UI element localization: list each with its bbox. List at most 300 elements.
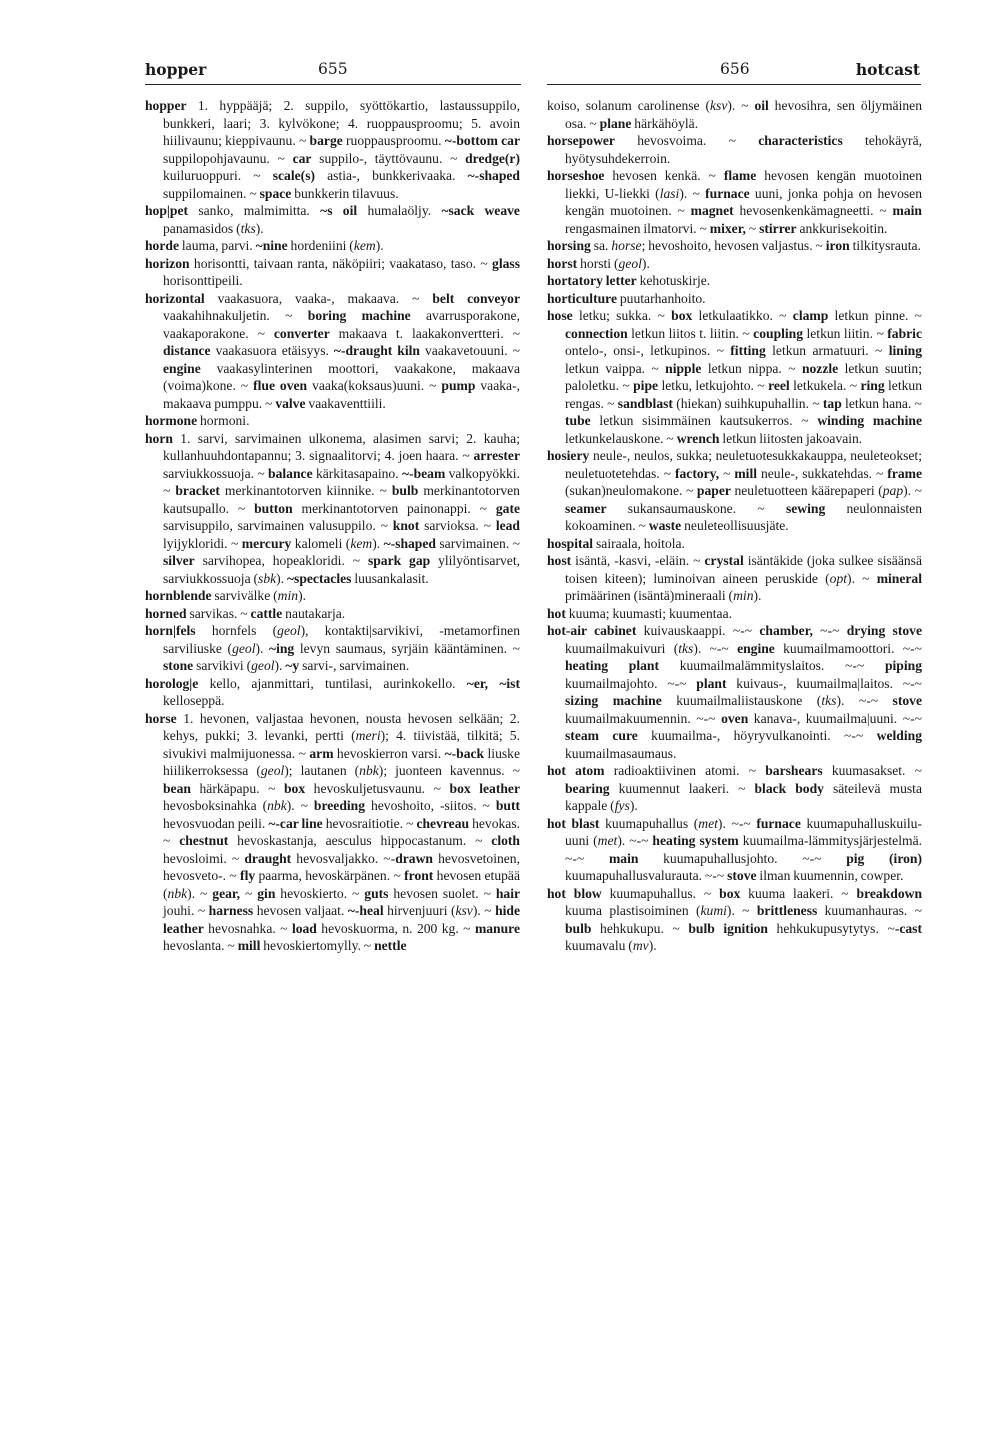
definition-text: ). ~ bbox=[286, 798, 314, 813]
definition-text: bunkkerin tilavuus. bbox=[291, 185, 399, 201]
headword-term: hot blow bbox=[547, 885, 602, 901]
headword-term: main bbox=[892, 203, 922, 218]
dictionary-entry bbox=[145, 430, 520, 588]
headword-term: cattle bbox=[250, 605, 283, 621]
headword-term: breeding bbox=[313, 798, 366, 813]
definition-text: letkun hana. ~ bbox=[841, 395, 922, 411]
field-abbreviation: min bbox=[733, 588, 754, 603]
definition-text: vaaka(koksaus)uuni. ~ bbox=[307, 378, 442, 393]
definition-text: kuumailmalämmityslaitos. ~-~ bbox=[658, 658, 885, 673]
definition-text: panamasidos ( bbox=[163, 220, 241, 236]
headword-term: fly bbox=[240, 868, 256, 883]
definition-text: kuumapuhallus ( bbox=[599, 815, 699, 831]
headword-term: arrester bbox=[473, 448, 520, 463]
dictionary-entry bbox=[547, 447, 922, 535]
dictionary-entry bbox=[547, 552, 922, 605]
definition-text: 1. hyppääjä; 2. suppilo, syöttökartio, lastaussuppilo, bunkkeri, laari; 3. kylvökone; 4. ruoppausproomu; 5. avoin hiilivaunu; kieppivaunu. ~ bbox=[163, 98, 520, 148]
definition-text: härkäpapu. ~ bbox=[190, 780, 284, 796]
headword-term: mill bbox=[237, 938, 261, 953]
field-abbreviation: nbk bbox=[359, 763, 379, 778]
headword-term: plane bbox=[599, 115, 632, 131]
headword-term: box bbox=[719, 885, 741, 901]
definition-text: kuumapuhallusjohto. ~-~ bbox=[638, 850, 847, 866]
field-abbreviation: min bbox=[277, 588, 299, 603]
definition-text: horsti ( bbox=[577, 255, 619, 271]
definition-text: horisonttipeili. bbox=[163, 273, 243, 288]
definition-text: lyijykloridi. ~ bbox=[163, 535, 242, 551]
headword-term: guts bbox=[364, 885, 389, 901]
definition-text: isäntäkide (joka sulkee sisäänsä toisen kiteen); luminoivan aineen peruskide ( bbox=[565, 553, 922, 586]
definition-text: hevosen etupää ( bbox=[163, 868, 520, 901]
headword-term: wrench bbox=[676, 430, 720, 446]
headword-term: hot atom bbox=[547, 763, 605, 778]
definition-text: sarvikivi ( bbox=[193, 658, 252, 673]
definition-text: ). bbox=[274, 658, 286, 673]
field-abbreviation: nbk bbox=[267, 798, 287, 813]
definition-text: kuumanhauras. ~ bbox=[817, 903, 922, 918]
definition-text: sarvioksa. ~ bbox=[419, 518, 496, 533]
definition-text: ). ~ bbox=[679, 185, 706, 201]
definition-text: isäntä, -kasvi, -eläin. ~ bbox=[571, 553, 705, 568]
headword-term: ~-shaped bbox=[467, 168, 520, 183]
definition-text: neuleteollisuusjäte. bbox=[681, 518, 789, 533]
headword-term: pump bbox=[441, 378, 476, 393]
definition-text: ~ bbox=[719, 465, 735, 481]
definition-text: ). bbox=[276, 570, 287, 586]
headword-term: stone bbox=[163, 658, 194, 673]
definition-text: letku; sukka. ~ bbox=[572, 308, 672, 323]
headword-term: lining bbox=[888, 343, 922, 358]
definition-text: ). bbox=[641, 255, 650, 271]
definition-text: tehokäyrä, hyötysuhdekerroin. bbox=[565, 133, 923, 166]
header-right-word: hotcast bbox=[855, 60, 920, 79]
field-abbreviation: tks bbox=[240, 220, 256, 236]
definition-text: horisontti, taivaan ranta, näköpiiri; vaakataso, taso. ~ bbox=[189, 255, 493, 271]
definition-text: ). bbox=[255, 220, 264, 236]
definition-text: lauma, parvi. bbox=[178, 238, 256, 253]
headword-term: furnace bbox=[756, 815, 801, 831]
definition-text: hevoskuorma, n. 200 kg. ~ bbox=[316, 920, 475, 936]
headword-term: ~-shaped bbox=[383, 535, 436, 551]
definition-text: ~ bbox=[240, 885, 258, 901]
headword-term: horn|fels bbox=[145, 623, 196, 638]
definition-text: neule-, sukkatehdas. ~ bbox=[757, 465, 888, 481]
field-abbreviation: geol bbox=[277, 623, 301, 638]
headword-term: host bbox=[547, 553, 572, 568]
definition-text: neulonnaisten kokoaminen. ~ bbox=[565, 500, 922, 533]
definition-text: vaaka-, makaava pumppu. ~ bbox=[163, 378, 520, 411]
definition-text: letkun suutin; paloletku. ~ bbox=[565, 360, 922, 393]
definition-text: sanko, malmimitta. bbox=[188, 203, 321, 218]
header-left-word: hopper bbox=[145, 60, 207, 79]
definition-text: (hiekan) suihkupuhallin. ~ bbox=[672, 395, 823, 411]
headword-term: engine bbox=[163, 360, 201, 376]
headword-term: oven bbox=[721, 710, 749, 726]
headword-term: gin bbox=[257, 885, 276, 901]
headword-term: hospital bbox=[547, 535, 594, 551]
headword-term: spark gap bbox=[367, 553, 431, 568]
dictionary-entry bbox=[547, 622, 922, 762]
definition-text: tilkitysrauta. bbox=[849, 238, 921, 253]
headword-term: converter bbox=[273, 325, 330, 341]
field-abbreviation: geol bbox=[232, 640, 256, 656]
definition-text: hevoslanta. ~ bbox=[163, 938, 238, 953]
definition-text: valkopyökki. ~ bbox=[163, 465, 520, 498]
definition-text: luusankalasit. bbox=[351, 570, 429, 586]
definition-text: sarvimainen. ~ bbox=[435, 535, 521, 551]
field-abbreviation: geol bbox=[260, 763, 285, 778]
definition-text: letkunkelauskone. ~ bbox=[565, 430, 677, 446]
definition-text: hevosen valjaat. bbox=[253, 903, 348, 918]
header-right-page-number: 656 bbox=[720, 60, 750, 78]
headword-term: ~y bbox=[285, 658, 300, 673]
definition-text: kuumailma-, höyryvulkanointi. ~-~ bbox=[637, 728, 877, 743]
headword-term: hose bbox=[547, 308, 573, 323]
definition-text: ). ~ bbox=[847, 570, 877, 586]
headword-term: mill bbox=[734, 465, 758, 481]
definition-text: hevosnahka. ~ bbox=[203, 920, 292, 936]
headword-term: stirrer bbox=[759, 220, 797, 236]
definition-text: kuivaus-, kuumailma|laitos. ~-~ bbox=[726, 675, 922, 691]
dictionary-entry bbox=[145, 97, 520, 202]
headword-term: horse bbox=[145, 710, 177, 726]
headword-term: harness bbox=[208, 903, 254, 918]
headword-term: hopper bbox=[145, 98, 187, 113]
definition-text: hevosen suolet. ~ bbox=[388, 885, 496, 901]
headword-term: steam cure bbox=[565, 728, 638, 743]
left-column bbox=[145, 97, 520, 955]
headword-term: box bbox=[283, 780, 306, 796]
headword-term: waste bbox=[648, 518, 682, 533]
definition-text: hevokas. ~ bbox=[163, 815, 521, 848]
definition-text: suppilomainen. ~ bbox=[163, 185, 260, 201]
definition-text: hevoskierron varsi. bbox=[333, 745, 445, 761]
definition-text: ). ~ bbox=[472, 903, 496, 918]
definition-text: nautakarja. bbox=[282, 605, 346, 621]
headword-term: ~sack weave bbox=[441, 203, 520, 218]
headword-term: pig (iron) bbox=[846, 850, 923, 866]
definition-text: sarvivälke ( bbox=[211, 588, 278, 603]
dictionary-entry bbox=[547, 535, 922, 553]
headword-term: iron bbox=[825, 238, 850, 253]
definition-text: kello, ajanmittari, tuntilasi, aurinkokello. bbox=[198, 675, 467, 691]
field-abbreviation: met bbox=[597, 833, 618, 848]
definition-text: kanava-, kuumailma|uuni. ~-~ bbox=[748, 710, 922, 726]
headword-term: horizontal bbox=[145, 290, 205, 306]
headword-term: bracket bbox=[175, 483, 220, 498]
header-left-page-number: 655 bbox=[318, 60, 348, 78]
definition-text: ). bbox=[753, 588, 762, 603]
definition-text: letkun pinne. ~ bbox=[828, 308, 922, 323]
headword-term: bulb bbox=[565, 920, 592, 936]
headword-term: clamp bbox=[792, 308, 829, 323]
definition-text: paarma, hevoskärpänen. ~ bbox=[255, 868, 405, 883]
dictionary-entry bbox=[547, 605, 922, 623]
definition-text: ontelo-, onsi-, letkupinos. ~ bbox=[565, 343, 731, 358]
definition-text: ). bbox=[255, 640, 270, 656]
definition-text: jouhi. ~ bbox=[163, 903, 209, 918]
definition-text: merkinantotorven kiinnike. ~ bbox=[219, 483, 392, 498]
headword-term: horsing bbox=[547, 238, 591, 253]
headword-term: horde bbox=[145, 238, 179, 253]
headword-term: belt conveyor bbox=[432, 290, 520, 306]
headword-term: bulb bbox=[391, 483, 419, 498]
definition-text: letkun liitosten jakoavain. bbox=[719, 430, 863, 446]
definition-text: letku, letkujohto. ~ bbox=[658, 378, 769, 393]
definition-text: sarviukkossuoja. ~ bbox=[163, 465, 269, 481]
definition-text: vaakahihnakuljetin. ~ bbox=[163, 308, 308, 323]
definition-text: vaakasuora etäisyys. bbox=[210, 343, 334, 358]
definition-text: astia-, bunkkerivaaka. bbox=[315, 168, 468, 183]
definition-text: uuni, jonka pohja on hevosen kengän muotoinen. ~ bbox=[565, 185, 922, 218]
definition-text: hevoshoito, -siitos. ~ bbox=[365, 798, 496, 813]
headword-term: hot bbox=[547, 605, 566, 621]
definition-text: kuumailmasaumaus. bbox=[565, 745, 677, 761]
definition-text: letkun liitin. ~ bbox=[803, 325, 888, 341]
field-abbreviation: kumi bbox=[700, 903, 727, 918]
definition-text: hirvenjuuri ( bbox=[383, 903, 456, 918]
headword-term: nozzle bbox=[801, 360, 839, 376]
definition-text: letkun nippa. ~ bbox=[701, 360, 802, 376]
right-column bbox=[547, 97, 922, 955]
headword-term: sizing machine bbox=[565, 693, 662, 708]
headword-term: hosiery bbox=[547, 448, 590, 463]
definition-text: merkinantotorven painonappi. ~ bbox=[292, 500, 496, 516]
headword-term: horolog|e bbox=[145, 675, 199, 691]
headword-term: front bbox=[404, 868, 434, 883]
definition-text: makaava t. laakakonvertteri. ~ bbox=[329, 325, 521, 341]
field-abbreviation: geol bbox=[251, 658, 275, 673]
headword-term: ~-heal bbox=[347, 903, 384, 918]
headword-term: fitting bbox=[730, 343, 766, 358]
definition-text: hehkukupu. ~ bbox=[591, 920, 689, 936]
headword-term: seamer bbox=[565, 500, 607, 516]
headword-term: ~-draught kiln bbox=[333, 343, 420, 358]
definition-text: hevosvoima. ~ bbox=[614, 133, 759, 148]
headword-term: magnet bbox=[690, 203, 734, 218]
definition-text: sarvisuppilo, sarvimainen valusuppilo. ~ bbox=[163, 518, 393, 533]
headword-term: manure bbox=[474, 920, 520, 936]
headword-term: load bbox=[291, 920, 317, 936]
definition-text: radioaktiivinen atomi. ~ bbox=[604, 763, 766, 778]
headword-term: coupling bbox=[753, 325, 804, 341]
definition-text: hevosen kengän muotoinen liekki, U-liekki ( bbox=[565, 168, 922, 201]
definition-text: kehotuskirje. bbox=[636, 273, 711, 288]
field-abbreviation: ksv bbox=[455, 903, 473, 918]
headword-term: hot blast bbox=[547, 815, 600, 831]
definition-text: primäärinen (isäntä)mineraali ( bbox=[565, 588, 734, 603]
headword-term: hormone bbox=[145, 413, 198, 428]
headword-term: ~-car line bbox=[268, 815, 323, 831]
headword-term: plant bbox=[696, 675, 727, 691]
field-abbreviation: nbk bbox=[167, 885, 188, 901]
headword-term: stove bbox=[892, 693, 922, 708]
definition-text: ). ~-~ bbox=[836, 693, 893, 708]
definition-text: ~-~ bbox=[812, 623, 847, 638]
headword-term: hop|pet bbox=[145, 203, 189, 218]
definition-text: ). ~-~ bbox=[617, 833, 653, 848]
headword-term: frame bbox=[887, 465, 923, 481]
headword-term: hortatory letter bbox=[547, 273, 637, 288]
definition-text: kuumailmaliistauskone ( bbox=[661, 693, 822, 708]
definition-text: kuumennut laakeri. ~ bbox=[609, 780, 755, 796]
definition-text: härkähöylä. bbox=[631, 115, 699, 131]
headword-term: -cast bbox=[894, 920, 922, 936]
definition-text: ). bbox=[298, 588, 306, 603]
headword-term: ~s oil bbox=[320, 203, 358, 218]
headword-term: horn bbox=[145, 430, 173, 446]
headword-term: welding bbox=[876, 728, 922, 743]
definition-text: kärkitasapaino. bbox=[312, 465, 402, 481]
definition-text: merkinantotorven kautsupallo. ~ bbox=[163, 483, 520, 516]
definition-text: vaakavetouuni. ~ bbox=[420, 343, 520, 358]
headword-term: chamber, bbox=[759, 623, 813, 638]
headword-term: hot-air cabinet bbox=[547, 623, 637, 638]
headword-term: chevreau bbox=[416, 815, 470, 831]
headword-term: hair bbox=[495, 885, 521, 901]
headword-term: sewing bbox=[785, 500, 826, 516]
definition-text: hevoskastanja, aesculus hippocastanum. ~ bbox=[228, 833, 492, 848]
definition-text: kuuma laakeri. ~ bbox=[740, 885, 857, 901]
definition-text: kuivauskaappi. ~-~ bbox=[636, 623, 760, 638]
definition-text: ). ~ bbox=[187, 885, 213, 901]
headword-term: piping bbox=[884, 658, 922, 673]
definition-text: ). ~ bbox=[726, 903, 757, 918]
headword-term: hide leather bbox=[163, 903, 520, 936]
definition-text: kalomeli ( bbox=[291, 535, 351, 551]
dictionary-entry bbox=[547, 272, 922, 290]
headword-term: heating system bbox=[652, 833, 739, 848]
definition-text: puutarhanhoito. bbox=[616, 290, 706, 306]
definition-text: letkun sisimmäinen kautsukerros. ~ bbox=[590, 413, 818, 428]
definition-text: hevosvaljakko. ~- bbox=[291, 850, 396, 866]
headword-term: tube bbox=[565, 413, 591, 428]
headword-term: heating plant bbox=[565, 658, 659, 673]
headword-term: cloth bbox=[491, 833, 520, 848]
headword-term: ring bbox=[860, 378, 885, 393]
headword-term: box bbox=[671, 308, 693, 323]
headword-term: furnace bbox=[705, 185, 750, 201]
field-abbreviation: kem bbox=[350, 535, 373, 551]
definition-text: hevoskierto. ~ bbox=[275, 885, 365, 901]
definition-text: ). ~-~ bbox=[693, 640, 738, 656]
headword-term: ~nine bbox=[255, 238, 288, 253]
headword-term: lead bbox=[495, 518, 520, 533]
definition-text: letkun liitos t. liitin. ~ bbox=[627, 325, 754, 341]
definition-text: ). ~ bbox=[903, 483, 922, 498]
headword-term: butt bbox=[495, 798, 521, 813]
definition-text: hehkukupusytytys. ~ bbox=[767, 920, 895, 936]
definition-text: neule-, neulos, sukka; neuletuotesukkakauppa, neuleteokset; neuletuotetehdas. ~ bbox=[565, 448, 922, 481]
definition-text: kuuma plastisoiminen ( bbox=[565, 903, 701, 918]
definition-text: ; hevoshoito, hevosen valjastus. ~ bbox=[641, 238, 826, 253]
definition-text: ); juonteen kavennus. ~ bbox=[378, 763, 521, 778]
definition-text: ), kontakti|sarvikivi, -metamorfinen sarviliuske ( bbox=[163, 623, 520, 656]
definition-text: hevosihra, sen öljymäinen osa. ~ bbox=[565, 98, 922, 131]
definition-text: hevosenkenkämagneetti. ~ bbox=[733, 203, 893, 218]
dictionary-entry bbox=[145, 622, 520, 675]
definition-text: hevosen kenkä. ~ bbox=[604, 168, 724, 183]
headword-term: knot bbox=[392, 518, 420, 533]
definition-text: hevosboksinahka ( bbox=[163, 798, 268, 813]
definition-text: kuumailmakuivuri ( bbox=[565, 640, 679, 656]
dictionary-entry bbox=[145, 710, 520, 955]
headword-term: ~-beam bbox=[401, 465, 446, 481]
dictionary-entry bbox=[547, 255, 922, 273]
definition-text: kuumavalu ( bbox=[565, 938, 633, 953]
field-abbreviation: pap bbox=[882, 483, 904, 498]
headword-term: fabric bbox=[887, 325, 922, 341]
headword-term: drawn bbox=[395, 850, 433, 866]
headword-term: barge bbox=[309, 133, 343, 148]
dictionary-entry bbox=[145, 605, 520, 623]
headword-term: gear, bbox=[212, 885, 241, 901]
headword-term: reel bbox=[768, 378, 790, 393]
dictionary-entry bbox=[145, 202, 520, 237]
definition-text: kuiluruoppuri. ~ bbox=[163, 168, 273, 183]
headword-term: paper bbox=[696, 483, 731, 498]
definition-text: humalaöljy. bbox=[357, 203, 442, 218]
definition-text: (sukan)neulomakone. ~ bbox=[565, 483, 697, 498]
dictionary-entry bbox=[145, 237, 520, 255]
definition-text: letkun armatuuri. ~ bbox=[765, 343, 889, 358]
definition-text: ylilyöntisarvet, sarviukkossuoja ( bbox=[163, 553, 520, 586]
headword-term: barshears bbox=[765, 763, 823, 778]
field-abbreviation: tks bbox=[821, 693, 837, 708]
definition-text: letkun rengas. ~ bbox=[565, 378, 922, 411]
headword-term: ~-bottom car bbox=[444, 133, 520, 148]
dictionary-entry bbox=[145, 675, 520, 710]
headword-term: distance bbox=[163, 343, 211, 358]
field-abbreviation: meri bbox=[355, 728, 381, 743]
dictionary-entry bbox=[547, 290, 922, 308]
headword-term: bean bbox=[163, 780, 191, 796]
definition-text: sa. bbox=[590, 238, 612, 253]
definition-text: hevosloimi. ~ bbox=[163, 850, 245, 866]
definition-text: kuumapuhallusvalurauta. ~-~ bbox=[565, 868, 728, 883]
definition-text: ilman kuumennin, cowper. bbox=[756, 868, 904, 883]
field-abbreviation: sbk bbox=[258, 570, 277, 586]
headword-term: horned bbox=[145, 605, 187, 621]
headword-term: characteristics bbox=[758, 133, 843, 148]
dictionary-entry bbox=[547, 885, 922, 955]
definition-text: suppilopohjavaunu. ~ bbox=[163, 150, 293, 166]
headword-term: crystal bbox=[704, 553, 744, 568]
headword-term: connection bbox=[565, 325, 628, 341]
headword-term: balance bbox=[268, 465, 313, 481]
headword-term: horst bbox=[547, 255, 578, 271]
definition-text: sarvihopea, hopeakloridi. ~ bbox=[194, 553, 368, 568]
definition-text: ); 4. tiivistää, tilkitä; 5. sivukivi malmijuonessa. ~ bbox=[163, 728, 521, 761]
definition-text: neuletuotteen käärepaperi ( bbox=[730, 483, 883, 498]
definition-text: hevoskuljetusvaunu. ~ bbox=[305, 780, 450, 796]
field-abbreviation: tks bbox=[678, 640, 694, 656]
field-abbreviation: mv bbox=[632, 938, 649, 953]
definition-text: hormoni. bbox=[197, 413, 250, 428]
definition-text: hevosvetoinen, hevosveto-. ~ bbox=[163, 850, 520, 883]
headword-term: oil bbox=[754, 98, 769, 113]
definition-text: sarvi-, sarvimainen. bbox=[299, 658, 410, 673]
field-abbreviation: ksv bbox=[710, 98, 728, 113]
dictionary-entry bbox=[145, 587, 520, 605]
header-rule-left bbox=[145, 84, 521, 85]
header-rule-right bbox=[547, 84, 921, 85]
headword-term: car bbox=[292, 150, 312, 166]
headword-term: mineral bbox=[876, 570, 923, 586]
definition-text: ). bbox=[648, 938, 657, 953]
headword-term: bearing bbox=[565, 780, 610, 796]
headword-term: brittleness bbox=[756, 903, 818, 918]
